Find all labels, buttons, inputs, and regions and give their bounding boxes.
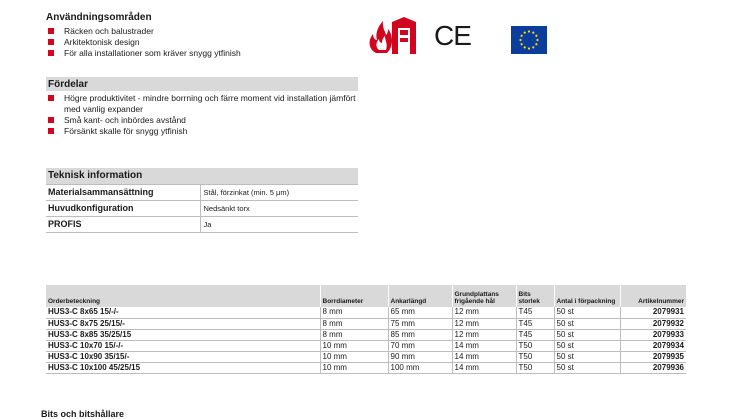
column-header: Artikelnummer bbox=[620, 285, 686, 307]
table-row bbox=[46, 329, 686, 340]
eu-star-icon bbox=[524, 32, 526, 34]
list-item: Räcken och balustrader bbox=[46, 26, 346, 37]
table-cell: 50 st bbox=[554, 307, 620, 318]
uses-section bbox=[46, 12, 346, 59]
table-cell: 12 mm bbox=[452, 329, 516, 340]
table-cell: 50 st bbox=[554, 329, 620, 340]
benefits-section bbox=[46, 77, 358, 137]
list-item: Små kant- och inbördes avstånd bbox=[46, 115, 358, 126]
table-cell: 85 mm bbox=[388, 329, 452, 340]
table-cell: T45 bbox=[516, 329, 554, 340]
list-item: Högre produktivitet - mindre borrning och färre moment vid installation jämfört med vanlig expander bbox=[46, 93, 358, 115]
table-row bbox=[46, 351, 686, 362]
order-code-cell: HUS3-C 10x70 15/-/- bbox=[46, 340, 320, 351]
benefits-title: Fördelar bbox=[46, 77, 358, 91]
column-header: Grundplattans frigående hål bbox=[452, 285, 516, 307]
eu-star-icon bbox=[536, 39, 538, 41]
eu-star-icon bbox=[532, 46, 534, 48]
list-item: Försänkt skalle för snygg ytfinish bbox=[46, 126, 358, 137]
tech-key: Materialsammansättning bbox=[46, 184, 200, 200]
column-header: Bits storlek bbox=[516, 285, 554, 307]
order-code-cell: HUS3-C 8x75 25/15/- bbox=[46, 318, 320, 329]
table-header-row bbox=[46, 285, 686, 307]
article-number-cell: 2079934 bbox=[620, 340, 686, 351]
order-code-cell: HUS3-C 8x85 35/25/15 bbox=[46, 329, 320, 340]
eu-star-icon bbox=[524, 46, 526, 48]
list-item: För alla installationer som kräver snygg ytfinish bbox=[46, 48, 346, 59]
ce-mark: CE bbox=[434, 20, 471, 51]
table-cell: 50 st bbox=[554, 362, 620, 373]
order-code-cell: HUS3-C 10x90 35/15/- bbox=[46, 351, 320, 362]
article-number-cell: 2079931 bbox=[620, 307, 686, 318]
eu-star-icon bbox=[528, 47, 530, 49]
column-header: Antal i förpackning bbox=[554, 285, 620, 307]
eu-star-icon bbox=[521, 35, 523, 37]
table-cell: 90 mm bbox=[388, 351, 452, 362]
tech-info-table bbox=[46, 168, 358, 233]
list-item: Arkitektonisk design bbox=[46, 37, 346, 48]
column-header: Borrdiameter bbox=[320, 285, 388, 307]
tech-value: Nedsänkt torx bbox=[200, 200, 358, 216]
table-cell: 10 mm bbox=[320, 351, 388, 362]
table-cell: T50 bbox=[516, 351, 554, 362]
table-cell: T50 bbox=[516, 362, 554, 373]
article-number-cell: 2079933 bbox=[620, 329, 686, 340]
eu-star-icon bbox=[519, 39, 521, 41]
eu-star-icon bbox=[528, 30, 530, 32]
order-code-cell: HUS3-C 10x100 45/25/15 bbox=[46, 362, 320, 373]
table-row bbox=[46, 200, 358, 216]
table-cell: 75 mm bbox=[388, 318, 452, 329]
table-cell: T45 bbox=[516, 307, 554, 318]
table-cell: 12 mm bbox=[452, 318, 516, 329]
table-cell: T45 bbox=[516, 318, 554, 329]
table-cell: 70 mm bbox=[388, 340, 452, 351]
table-row bbox=[46, 318, 686, 329]
eu-star-icon bbox=[535, 35, 537, 37]
eu-star-icon bbox=[521, 43, 523, 45]
table-row bbox=[46, 216, 358, 232]
table-row bbox=[46, 362, 686, 373]
table-cell: 100 mm bbox=[388, 362, 452, 373]
column-header: Ankarlängd bbox=[388, 285, 452, 307]
tech-key: PROFIS bbox=[46, 216, 200, 232]
tech-value: Ja bbox=[200, 216, 358, 232]
article-number-cell: 2079932 bbox=[620, 318, 686, 329]
table-cell: 10 mm bbox=[320, 362, 388, 373]
table-cell: 8 mm bbox=[320, 318, 388, 329]
table-cell: 50 st bbox=[554, 351, 620, 362]
table-row bbox=[46, 307, 686, 318]
article-number-cell: 2079936 bbox=[620, 362, 686, 373]
table-cell: 14 mm bbox=[452, 340, 516, 351]
table-cell: T50 bbox=[516, 340, 554, 351]
table-cell: 12 mm bbox=[452, 307, 516, 318]
table-row bbox=[46, 184, 358, 200]
order-table-body bbox=[46, 307, 686, 373]
benefits-list bbox=[46, 93, 358, 137]
fire-resistance-icon bbox=[366, 16, 416, 54]
tech-key: Huvudkonfiguration bbox=[46, 200, 200, 216]
table-cell: 50 st bbox=[554, 318, 620, 329]
eu-flag-icon bbox=[511, 26, 547, 54]
table-cell: 50 st bbox=[554, 340, 620, 351]
tech-value: Stål, förzinkat (min. 5 μm) bbox=[200, 184, 358, 200]
eu-star-icon bbox=[535, 43, 537, 45]
table-cell: 14 mm bbox=[452, 362, 516, 373]
order-code-cell: HUS3-C 8x65 15/-/- bbox=[46, 307, 320, 318]
order-table bbox=[46, 285, 686, 374]
uses-list bbox=[46, 26, 346, 59]
table-cell: 65 mm bbox=[388, 307, 452, 318]
article-number-cell: 2079935 bbox=[620, 351, 686, 362]
eu-star-icon bbox=[532, 32, 534, 34]
table-cell: 8 mm bbox=[320, 307, 388, 318]
table-row bbox=[46, 340, 686, 351]
uses-title: Användningsområden bbox=[46, 12, 152, 23]
table-cell: 14 mm bbox=[452, 351, 516, 362]
table-cell: 10 mm bbox=[320, 340, 388, 351]
column-header: Orderbeteckning bbox=[46, 285, 320, 307]
bits-section-title: Bits och bitshållare bbox=[41, 409, 125, 419]
tech-info-title: Teknisk information bbox=[46, 168, 358, 184]
table-cell: 8 mm bbox=[320, 329, 388, 340]
